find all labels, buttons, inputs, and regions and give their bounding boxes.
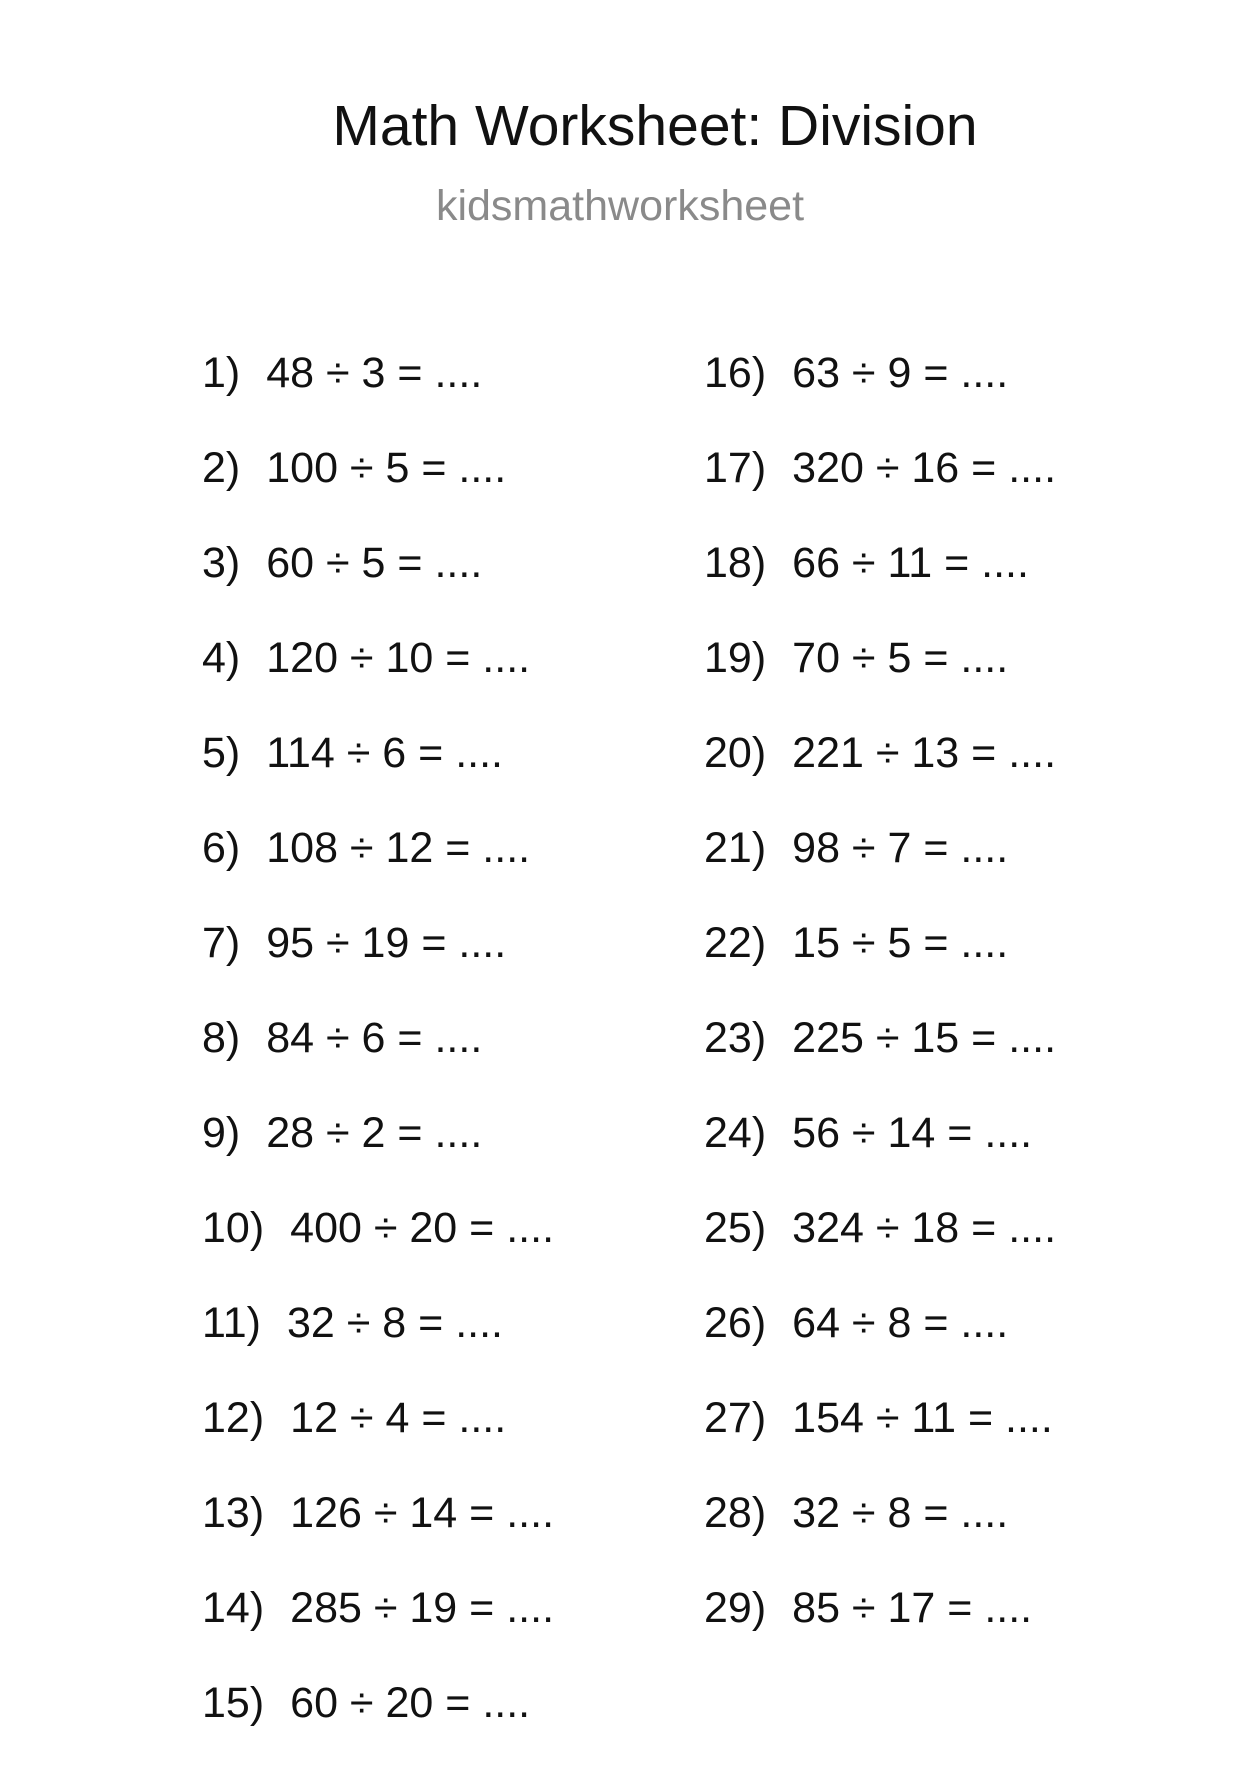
problem-item xyxy=(704,539,1056,637)
problem-item xyxy=(202,824,554,922)
problem-expression: 126 ÷ 14 = .... xyxy=(290,1489,555,1537)
problem-expression: 95 ÷ 19 = .... xyxy=(266,919,507,967)
problem-expression: 66 ÷ 11 = .... xyxy=(792,539,1029,587)
problem-item xyxy=(202,1489,555,1587)
problem-number: 25) xyxy=(704,1204,767,1252)
problem-number: 29) xyxy=(704,1584,767,1632)
problem-item xyxy=(202,349,554,447)
problem-number: 6) xyxy=(202,824,241,872)
problem-expression: 320 ÷ 16 = .... xyxy=(792,444,1057,492)
problem-expression: 60 ÷ 5 = .... xyxy=(266,539,483,587)
problem-item xyxy=(704,919,1056,1017)
problem-expression: 108 ÷ 12 = .... xyxy=(266,824,531,872)
problem-expression: 285 ÷ 19 = .... xyxy=(290,1584,555,1632)
problem-number: 23) xyxy=(704,1014,767,1062)
problem-expression: 85 ÷ 17 = .... xyxy=(792,1584,1033,1632)
problem-number: 14) xyxy=(202,1584,265,1632)
problem-item xyxy=(704,349,1056,447)
problem-number: 20) xyxy=(704,729,767,777)
problem-item xyxy=(202,919,554,1017)
problem-item xyxy=(202,634,554,732)
problem-expression: 12 ÷ 4 = .... xyxy=(290,1394,507,1442)
problem-number: 22) xyxy=(704,919,767,967)
problem-expression: 114 ÷ 6 = .... xyxy=(266,729,503,777)
problem-expression: 48 ÷ 3 = .... xyxy=(266,349,483,397)
page-title: Math Worksheet: Division xyxy=(332,94,978,158)
page-subtitle: kidsmathworksheet xyxy=(435,182,805,230)
problem-expression: 120 ÷ 10 = .... xyxy=(266,634,531,682)
problem-column-right xyxy=(704,349,1057,1682)
problem-item xyxy=(202,1394,554,1492)
problem-item xyxy=(704,1014,1057,1112)
problem-number: 10) xyxy=(202,1204,265,1252)
problem-number: 15) xyxy=(202,1679,265,1727)
problem-expression: 28 ÷ 2 = .... xyxy=(266,1109,483,1157)
problem-item xyxy=(704,444,1057,542)
problem-number: 18) xyxy=(704,539,767,587)
problem-item xyxy=(704,729,1057,827)
problem-number: 11) xyxy=(202,1299,261,1347)
problem-expression: 221 ÷ 13 = .... xyxy=(792,729,1057,777)
problem-item xyxy=(704,824,1056,922)
problem-item xyxy=(704,1204,1057,1302)
problem-expression: 56 ÷ 14 = .... xyxy=(792,1109,1033,1157)
problem-number: 27) xyxy=(704,1394,767,1442)
problem-number: 7) xyxy=(202,919,241,967)
problem-number: 28) xyxy=(704,1489,767,1537)
problem-expression: 15 ÷ 5 = .... xyxy=(792,919,1009,967)
problem-number: 4) xyxy=(202,634,241,682)
problem-expression: 324 ÷ 18 = .... xyxy=(792,1204,1057,1252)
problem-number: 16) xyxy=(704,349,767,397)
problem-expression: 63 ÷ 9 = .... xyxy=(792,349,1009,397)
problem-item xyxy=(202,444,554,542)
problem-expression: 32 ÷ 8 = .... xyxy=(792,1489,1009,1537)
problem-number: 24) xyxy=(704,1109,767,1157)
problem-number: 17) xyxy=(704,444,767,492)
problem-item xyxy=(202,1014,554,1112)
problem-item xyxy=(704,634,1056,732)
problem-item xyxy=(202,1584,555,1682)
problem-item xyxy=(202,1109,554,1207)
problem-number: 13) xyxy=(202,1489,265,1537)
problem-number: 3) xyxy=(202,539,241,587)
problem-expression: 225 ÷ 15 = .... xyxy=(792,1014,1057,1062)
problem-item xyxy=(202,1299,554,1397)
problem-expression: 64 ÷ 8 = .... xyxy=(792,1299,1009,1347)
problem-item xyxy=(202,1679,554,1777)
problem-expression: 400 ÷ 20 = .... xyxy=(290,1204,555,1252)
problem-expression: 32 ÷ 8 = .... xyxy=(286,1299,503,1347)
problem-number: 12) xyxy=(202,1394,265,1442)
problem-number: 8) xyxy=(202,1014,241,1062)
problem-item xyxy=(704,1489,1056,1587)
problem-number: 21) xyxy=(704,824,767,872)
problem-item xyxy=(704,1299,1056,1397)
problem-item xyxy=(704,1394,1056,1492)
problem-expression: 70 ÷ 5 = .... xyxy=(792,634,1009,682)
problem-number: 1) xyxy=(202,349,241,397)
problem-expression: 100 ÷ 5 = .... xyxy=(266,444,507,492)
problem-expression: 60 ÷ 20 = .... xyxy=(290,1679,531,1727)
problem-item xyxy=(704,1109,1056,1207)
problem-column-left xyxy=(202,349,555,1777)
problem-number: 26) xyxy=(704,1299,767,1347)
problem-item xyxy=(202,539,554,637)
problem-expression: 98 ÷ 7 = .... xyxy=(792,824,1009,872)
problem-number: 5) xyxy=(202,729,241,777)
problem-expression: 84 ÷ 6 = .... xyxy=(266,1014,483,1062)
problem-item xyxy=(202,729,554,827)
problem-number: 19) xyxy=(704,634,767,682)
problem-expression: 154 ÷ 11 = .... xyxy=(792,1394,1053,1442)
problem-item xyxy=(704,1584,1056,1682)
problem-item xyxy=(202,1204,555,1302)
problem-number: 2) xyxy=(202,444,241,492)
problem-number: 9) xyxy=(202,1109,241,1157)
